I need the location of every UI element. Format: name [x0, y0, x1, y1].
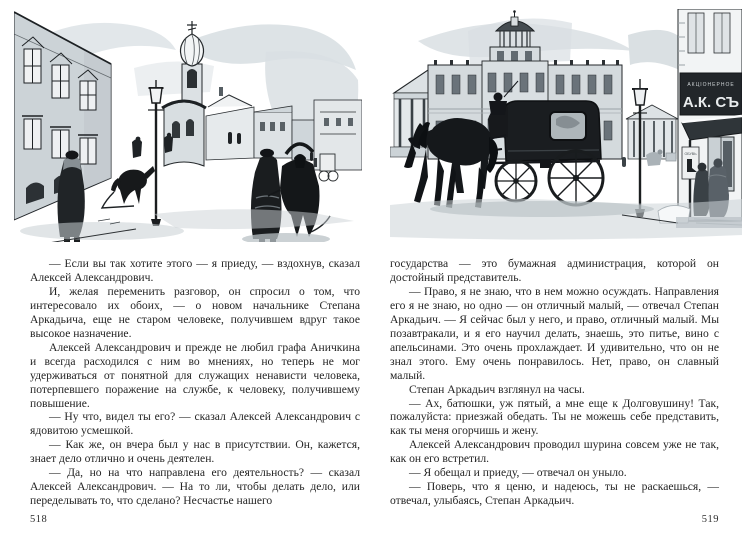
- snow-ground: [390, 199, 742, 240]
- paragraph: — Да, но на что направлена его деятельность? — сказал Алексей Александрович. — На то ли, чтобы делать дело, или переделывать то, что сделано? Несчастье нашего: [30, 466, 360, 508]
- paragraph: И, желая переменить разговор, он спросил о том, что интересовало их обоих, — о новом начальнике Степана Аркадьича, еще не старом человеке, получившем вдруг такое высокое назначение.: [30, 284, 360, 340]
- paragraph: Степан Аркадьич взглянул на часы.: [409, 382, 585, 396]
- paragraph: Алексей Александрович и прежде не любил графа Аничкина и всегда расходился с ним во мнениях, но теперь не мог удерживаться от понятной для служащих ненависти человека, потерпевшего поражение на службе, к человеку, получившему повышение.: [30, 340, 360, 410]
- paragraph: Алексей Александрович проводил шурина совсем уже не так, как он его встретил.: [390, 438, 719, 466]
- page-number-left: 518: [30, 514, 48, 525]
- onion-dome: [180, 21, 203, 66]
- sky-wash: [418, 19, 682, 72]
- paragraph: — Право, я не знаю, что в нем можно осуждать. Направления его я не знаю, но одно — он отличный малый, — отвечал Степан Аркадьич. — Я сейчас был у него, и право, отличный малый. Мы позавтракали, и я его научил делать, знаешь, это питье, вино с апельсинами. Это очень прохлаждает. И удивительно, что он не знал этого. Ему очень понравилось. Нет, право, он славный малый.: [390, 284, 719, 382]
- paragraph: — Как же, он вчера был у нас в присутствии. Он, кажется, знает дело отлично и очень деятелен.: [30, 438, 360, 466]
- corner-shop-building: [678, 9, 742, 225]
- paragraph: — Поверь, что я ценю, и надеюсь, ты не раскаешься, — отвечал, улыбаясь, Степан Аркадьич.: [390, 480, 719, 508]
- winter-street-scene: [14, 8, 362, 242]
- page-519: [372, 0, 744, 547]
- paragraph: государства — это бумажная администрация, которой он достойный представитель.: [390, 257, 719, 284]
- rear-wheel: [549, 151, 603, 205]
- paragraph: — Я обещал и приеду, — отвечал он уныло.: [409, 466, 627, 480]
- illustration-right: [390, 9, 742, 241]
- paragraph: — Ну что, видел ты его? — сказал Алексей Александрович с ядовитою усмешкой.: [30, 410, 360, 438]
- page-number-right: 519: [701, 514, 719, 525]
- street-lamp: [148, 80, 164, 226]
- paragraph: — Если вы так хотите этого — я приеду, — вздохнув, сказал Алексей Александрович.: [30, 257, 360, 284]
- front-wheel: [496, 161, 536, 201]
- sign-text-small: ОБУВЬ: [684, 152, 697, 156]
- carriage-street-scene: [390, 9, 742, 241]
- tower-window: [187, 69, 197, 88]
- illustration-left: [14, 8, 362, 242]
- page-text-519: [390, 257, 719, 508]
- page-text-518: [30, 257, 360, 508]
- sign-text-top: АКЦIОНЕРНОЕ: [687, 82, 735, 88]
- sign-text-main: А.К. СЪ: [682, 94, 740, 111]
- shop-signboard: [680, 73, 742, 115]
- coachman: [494, 93, 503, 102]
- paragraph: — Ах, батюшки, уж пятый, а мне еще к Долговушину! Так, пожалуйста: приезжай обедать. Ты не можешь себе представить, как ты меня огорчишь и жену.: [390, 396, 719, 438]
